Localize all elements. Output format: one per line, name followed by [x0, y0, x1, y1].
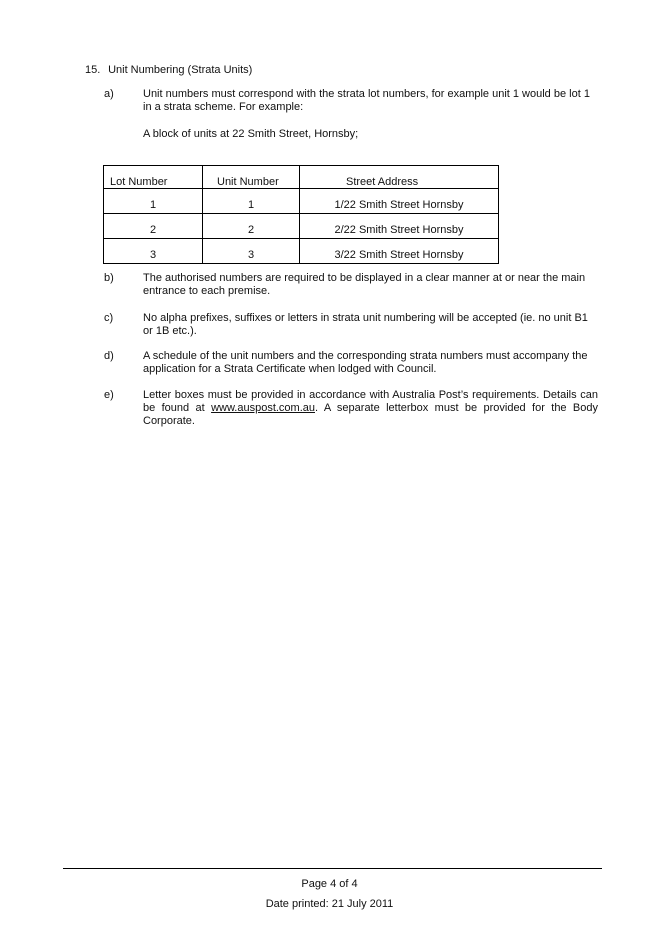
example-text: A block of units at 22 Smith Street, Hornsby; [143, 128, 359, 140]
table-cell: 1/22 Smith Street Hornsby [300, 189, 499, 214]
table-row [104, 239, 499, 264]
footer-divider [63, 868, 602, 869]
section-title: Unit Numbering (Strata Units) [108, 64, 253, 76]
clause-text-part: Letter boxes must be provided in accordance with Australia Post’s requirements. Details can be found at [143, 389, 598, 414]
table-cell: 2 [203, 214, 300, 239]
clause-letter: a) [104, 88, 114, 100]
clause-letter: c) [104, 312, 114, 324]
page-number: Page 4 of 4 [301, 878, 358, 890]
table-cell: 2/22 Smith Street Hornsby [300, 214, 499, 239]
clause-text: No alpha prefixes, suffixes or letters in strata unit numbering will be accepted (ie. no unit B1 or 1B etc.). [143, 312, 588, 337]
lot-unit-table [103, 165, 499, 264]
clause-text: A schedule of the unit numbers and the corresponding strata numbers must accompany the application for a Strata Certificate when lodged with Council. [143, 350, 588, 375]
clause-text: The authorised numbers are required to be displayed in a clear manner at or near the main entrance to each premise. [143, 272, 586, 297]
table-cell: 3/22 Smith Street Hornsby [300, 239, 499, 264]
table-header-cell: Lot Number [104, 166, 203, 189]
table-cell: 1 [104, 189, 203, 214]
clause-letter: b) [104, 272, 114, 284]
clause-letter: d) [104, 350, 114, 362]
section-number: 15. [85, 64, 101, 76]
table-cell: 3 [203, 239, 300, 264]
table-header-row [104, 166, 499, 189]
auspost-link[interactable]: www.auspost.com.au [211, 402, 315, 414]
table-header-cell: Unit Number [203, 166, 300, 189]
table-cell: 3 [104, 239, 203, 264]
table-row [104, 214, 499, 239]
table-header-cell: Street Address [300, 166, 499, 189]
table-cell: 2 [104, 214, 203, 239]
date-printed: Date printed: 21 July 2011 [265, 898, 394, 910]
table-cell: 1 [203, 189, 300, 214]
clause-text-part: . A separate letterbox must be provided for the Body Corporate. [143, 402, 598, 427]
clause-text: Unit numbers must correspond with the strata lot numbers, for example unit 1 would be lot 1 in a strata scheme. For example: [143, 88, 590, 113]
clause-letter: e) [104, 389, 114, 401]
clause-text [143, 389, 598, 428]
section-heading [85, 64, 252, 76]
table-row [104, 189, 499, 214]
